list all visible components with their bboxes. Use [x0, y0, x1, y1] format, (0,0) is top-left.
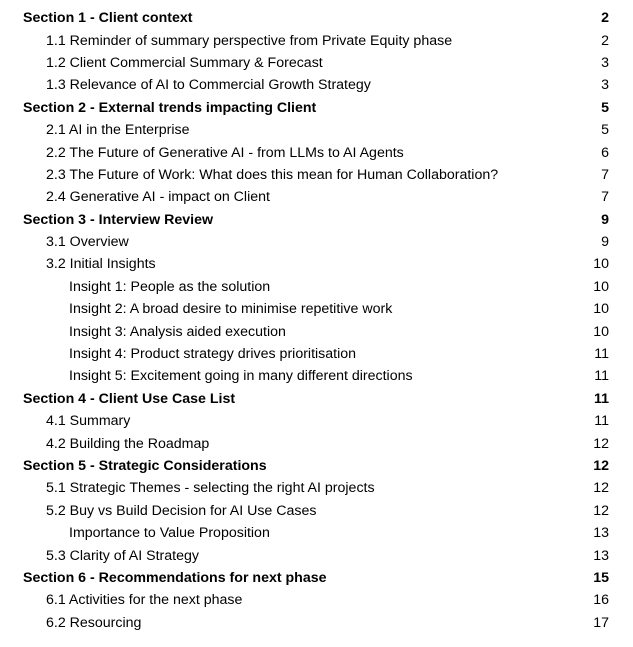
toc-page-number: 11: [594, 346, 609, 363]
toc-page-number: 12: [593, 480, 609, 497]
toc-entry-insight-4[interactable]: [0, 343, 633, 365]
toc-entry-title: 3.1 Overview: [46, 234, 129, 251]
toc-section-6[interactable]: [0, 567, 633, 589]
toc-page-number: 13: [593, 547, 609, 564]
toc-page-number: 10: [593, 256, 609, 273]
toc-page-number: 5: [601, 122, 609, 139]
toc-page-number: 2: [601, 10, 609, 27]
toc-entry-2-3[interactable]: [0, 164, 633, 186]
toc-entry-title: 6.1 Activities for the next phase: [46, 592, 243, 609]
toc-entry-1-1[interactable]: [0, 29, 633, 51]
toc-page-number: 5: [601, 99, 609, 116]
toc-page-number: 12: [593, 458, 609, 474]
toc-entry-insight-2[interactable]: [0, 298, 633, 320]
toc-page-number: 3: [601, 54, 609, 71]
toc-entry-title: 2.2 The Future of Generative AI - from LLMs to AI Agents: [46, 144, 404, 161]
toc-entry-title: Insight 1: People as the solution: [69, 278, 271, 295]
toc-entry-title: 4.1 Summary: [46, 413, 131, 430]
toc-page-number: 13: [593, 525, 609, 542]
toc-section-5[interactable]: [0, 455, 633, 477]
toc-entry-title: 5.1 Strategic Themes - selecting the right AI projects: [46, 480, 375, 497]
toc-entry-3-1[interactable]: [0, 231, 633, 253]
toc-entry-title: 5.2 Buy vs Build Decision for AI Use Cases: [46, 502, 317, 519]
toc-entry-title: 4.2 Building the Roadmap: [46, 435, 210, 452]
toc-page-number: 3: [601, 77, 609, 94]
toc-entry-title: Importance to Value Proposition: [69, 525, 270, 542]
toc-entry-1-3[interactable]: [0, 74, 633, 96]
toc-page-number: 10: [593, 301, 609, 318]
toc-entry-4-2[interactable]: [0, 432, 633, 454]
toc-entry-title: 1.1 Reminder of summary perspective from Private Equity phase: [46, 32, 453, 49]
toc-entry-5-3[interactable]: [0, 544, 633, 566]
toc-entry-3-2[interactable]: [0, 253, 633, 275]
toc-entry-title: Section 4 - Client Use Case List: [23, 390, 236, 407]
toc-page-number: 10: [593, 323, 609, 340]
toc-page-number: 6: [601, 144, 609, 161]
toc-entry-5-1[interactable]: [0, 477, 633, 499]
toc-entry-insight-5[interactable]: [0, 365, 633, 387]
toc-page-number: 9: [601, 234, 609, 251]
toc-entry-insight-3[interactable]: [0, 320, 633, 342]
toc-section-2[interactable]: [0, 97, 633, 119]
toc-entry-title: 2.3 The Future of Work: What does this mean for Human Collaboration?: [46, 166, 499, 183]
toc-entry-title: 2.1 AI in the Enterprise: [46, 122, 190, 139]
toc-entry-title: Section 5 - Strategic Considerations: [23, 458, 267, 474]
toc-entry-2-4[interactable]: [0, 186, 633, 208]
toc-page-number: 16: [593, 592, 609, 609]
toc-entry-title: Section 1 - Client context: [23, 10, 193, 27]
toc-entry-title: Section 3 - Interview Review: [23, 211, 214, 228]
toc-entry-title: 1.2 Client Commercial Summary & Forecast: [46, 54, 323, 71]
toc-entry-title: Insight 5: Excitement going in many different directions: [69, 368, 413, 385]
toc-entry-title: 5.3 Clarity of AI Strategy: [46, 547, 199, 564]
toc-entry-2-1[interactable]: [0, 119, 633, 141]
toc-entry-value-proposition[interactable]: [0, 522, 633, 544]
toc-page-number: 17: [593, 614, 609, 631]
toc-entry-title: 2.4 Generative AI - impact on Client: [46, 189, 270, 206]
toc-page-number: 2: [601, 32, 609, 49]
toc-entry-6-1[interactable]: [0, 589, 633, 611]
toc-page-number: 12: [593, 502, 609, 519]
toc-entry-title: Section 6 - Recommendations for next phase: [23, 569, 327, 586]
toc-page-number: 7: [601, 166, 609, 183]
toc-section-3[interactable]: [0, 209, 633, 231]
toc-entry-title: Insight 4: Product strategy drives prioritisation: [69, 346, 357, 363]
toc-entry-title: Section 2 - External trends impacting Client: [23, 99, 317, 116]
toc-section-1[interactable]: [0, 7, 633, 29]
toc-entry-title: Insight 3: Analysis aided execution: [69, 323, 286, 340]
toc-entry-title: Insight 2: A broad desire to minimise repetitive work: [69, 301, 393, 318]
toc-page-number: 10: [593, 278, 609, 295]
toc-entry-title: 6.2 Resourcing: [46, 614, 142, 631]
toc-page-number: 9: [601, 211, 609, 228]
toc-page-number: 7: [601, 189, 609, 206]
toc-entry-2-2[interactable]: [0, 141, 633, 163]
toc-page-number: 15: [593, 569, 609, 586]
toc-entry-4-1[interactable]: [0, 410, 633, 432]
toc-entry-6-2[interactable]: [0, 612, 633, 634]
toc-page-number: 11: [594, 390, 609, 407]
toc-entry-title: 3.2 Initial Insights: [46, 256, 156, 273]
toc-section-4[interactable]: [0, 388, 633, 410]
toc-page-number: 11: [594, 368, 609, 385]
toc-page-number: 11: [594, 413, 609, 430]
toc-entry-title: 1.3 Relevance of AI to Commercial Growth Strategy: [46, 77, 371, 94]
toc-entry-5-2[interactable]: [0, 500, 633, 522]
toc-page-number: 12: [593, 435, 609, 452]
toc-entry-1-2[interactable]: [0, 52, 633, 74]
toc-entry-insight-1[interactable]: [0, 276, 633, 298]
